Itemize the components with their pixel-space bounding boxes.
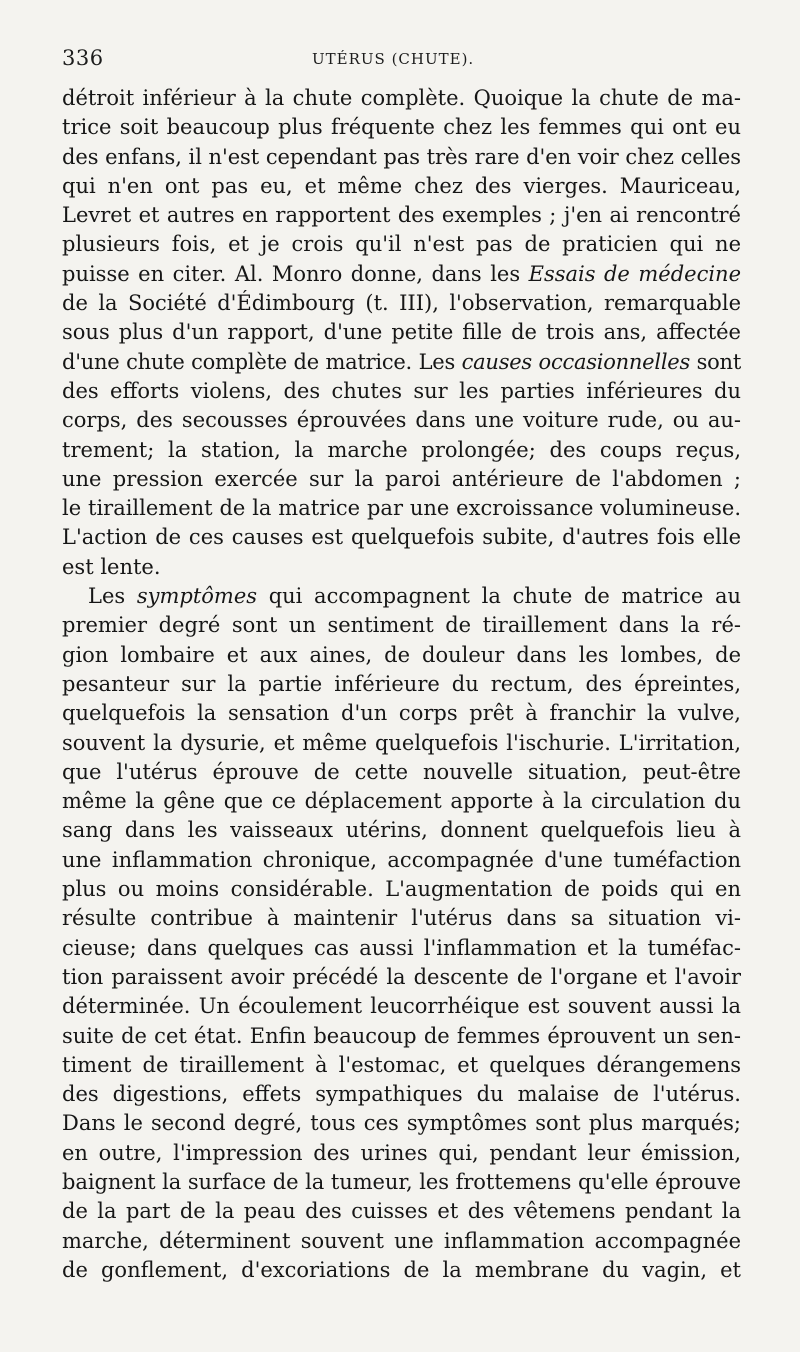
line-text: tion paraissent avoir précédé la descente de l'organe et l'avoir: [62, 964, 741, 989]
line-text: de gonflement, d'excoriations de la membrane du vagin, et: [62, 1257, 741, 1282]
line-text: le tiraillement de la matrice par une excroissance volumineuse.: [62, 496, 741, 521]
line-text: des digestions, effets sympathiques du malaise de l'utérus.: [62, 1082, 741, 1107]
text-line: [62, 758, 741, 787]
line-text: souvent la dysurie, et même quelquefois l'ischurie. L'irritation,: [62, 730, 741, 755]
line-text: même la gêne que ce déplacement apporte à la circulation du: [62, 789, 741, 814]
line-text: une pression exercée sur la paroi antérieure de l'abdomen ;: [62, 466, 741, 491]
text-line: [62, 611, 741, 640]
line-text: résulte contribue à maintenir l'utérus dans sa situation vi-: [62, 906, 741, 931]
line-text: de la Société d'Édimbourg (t. III), l'observation, remarquable: [62, 291, 741, 316]
text-line: [62, 1197, 741, 1226]
text-line: [62, 904, 741, 933]
line-text: L'action de ces causes est quelquefois subite, d'autres fois elle: [62, 525, 741, 550]
line-text: cieuse; dans quelques cas aussi l'inflammation et la tuméfac-: [62, 935, 741, 960]
text-line: [62, 230, 741, 259]
line-text: puisse en citer. Al. Monro donne, dans les: [62, 261, 529, 286]
line-text: d'une chute complète de matrice. Les: [62, 349, 462, 374]
page-number: 336: [62, 46, 104, 70]
line-text: plusieurs fois, et je crois qu'il n'est pas de praticien qui ne: [62, 232, 741, 257]
text-line: [62, 436, 741, 465]
text-line: [62, 875, 741, 904]
line-text: déterminée. Un écoulement leucorrhéique est souvent aussi la: [62, 994, 741, 1019]
line-text: pesanteur sur la partie inférieure du rectum, des épreintes,: [62, 671, 741, 696]
line-text: trement; la station, la marche prolongée; des coups reçus,: [62, 437, 741, 462]
line-text: suite de cet état. Enfin beaucoup de femmes éprouvent un sen-: [62, 1023, 741, 1048]
text-line: [62, 260, 741, 289]
text-line: [62, 992, 741, 1021]
line-text: qui accompagnent la chute de matrice au: [257, 584, 741, 609]
text-line: [62, 1168, 741, 1197]
italic-term: symptômes: [136, 584, 258, 609]
text-line: [62, 846, 741, 875]
text-line: [62, 84, 741, 113]
text-line: [62, 1256, 741, 1285]
line-text: baignent la surface de la tumeur, les frottemens qu'elle éprouve: [62, 1169, 741, 1194]
line-text: de la part de la peau des cuisses et des vêtemens pendant la: [62, 1199, 741, 1224]
italic-term: Essais de médecine: [528, 261, 741, 286]
text-line: [62, 934, 741, 963]
line-text: en outre, l'impression des urines qui, pendant leur émission,: [62, 1140, 741, 1165]
text-line: [62, 1139, 741, 1168]
line-text: marche, déterminent souvent une inflammation accompagnée: [62, 1228, 741, 1253]
text-line: [62, 670, 741, 699]
text-line: [62, 641, 741, 670]
line-text: Les: [88, 584, 137, 609]
text-line: [62, 465, 741, 494]
text-line: [62, 494, 741, 523]
text-line: [62, 143, 741, 172]
text-line: [62, 582, 741, 611]
line-text: que l'utérus éprouve de cette nouvelle situation, peut-être: [62, 759, 741, 784]
line-text: quelquefois la sensation d'un corps prêt à franchir la vulve,: [62, 701, 741, 726]
line-text: gion lombaire et aux aines, de douleur dans les lombes, de: [62, 642, 741, 667]
line-text: Levret et autres en rapportent des exemples ; j'en ai rencontré: [62, 203, 741, 228]
line-text: trice soit beaucoup plus fréquente chez les femmes qui ont eu: [62, 115, 741, 140]
line-text: plus ou moins considérable. L'augmentation de poids qui en: [62, 877, 741, 902]
line-text: sont: [690, 349, 741, 374]
text-line: [62, 787, 741, 816]
text-line: [62, 729, 741, 758]
body-text: [62, 84, 741, 1285]
text-line: [62, 377, 741, 406]
text-line: [62, 1109, 741, 1138]
text-line: [62, 348, 741, 377]
text-line: [62, 1080, 741, 1109]
text-line: [62, 318, 741, 347]
line-text: timent de tiraillement à l'estomac, et quelques dérangemens: [62, 1052, 741, 1077]
text-line: [62, 113, 741, 142]
italic-term: causes occasionnelles: [461, 349, 690, 374]
line-text: sang dans les vaisseaux utérins, donnent quelquefois lieu à: [62, 818, 741, 843]
line-text: détroit inférieur à la chute complète. Quoique la chute de ma-: [62, 86, 741, 110]
line-text: corps, des secousses éprouvées dans une voiture rude, ou au-: [62, 408, 741, 433]
text-line: [62, 553, 741, 582]
text-line: [62, 816, 741, 845]
line-text: Dans le second degré, tous ces symptômes sont plus marqués;: [62, 1111, 741, 1136]
line-text: des enfans, il n'est cependant pas très rare d'en voir chez celles: [62, 144, 741, 169]
text-line: [62, 406, 741, 435]
running-title: UTÉRUS (CHUTE).: [312, 50, 475, 68]
text-line: [62, 201, 741, 230]
line-text: qui n'en ont pas eu, et même chez des vierges. Mauriceau,: [62, 173, 741, 198]
text-line: [62, 172, 741, 201]
line-text: premier degré sont un sentiment de tiraillement dans la ré-: [62, 613, 741, 638]
running-head: [62, 44, 762, 78]
line-text: sous plus d'un rapport, d'une petite fille de trois ans, affectée: [62, 320, 741, 345]
text-line: [62, 523, 741, 552]
text-line: [62, 1022, 741, 1051]
text-line: [62, 963, 741, 992]
text-line: [62, 289, 741, 318]
line-text: des efforts violens, des chutes sur les parties inférieures du: [62, 378, 741, 403]
text-line: [62, 1227, 741, 1256]
line-text: est lente.: [62, 554, 161, 579]
text-line: [62, 1051, 741, 1080]
text-line: [62, 699, 741, 728]
line-text: une inflammation chronique, accompagnée d'une tuméfaction: [62, 847, 741, 872]
